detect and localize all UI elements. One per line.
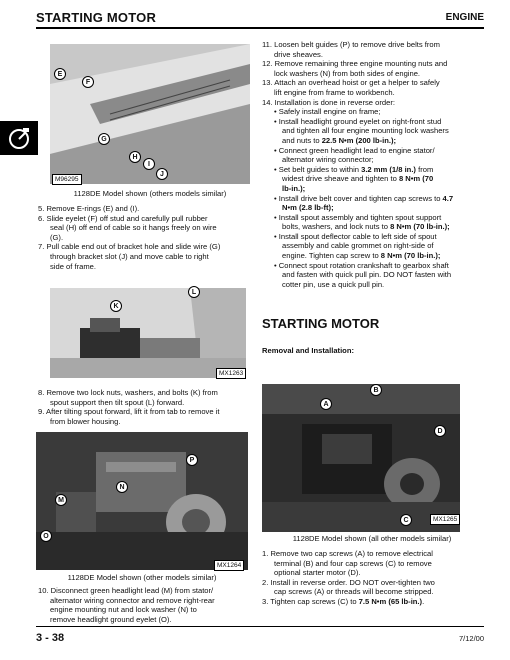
section-tab — [0, 121, 38, 155]
engine-icon — [6, 125, 32, 151]
step-line — [262, 251, 490, 261]
step-line: 9. After tilting spout forward, lift it from tab to remove it — [38, 407, 220, 417]
step-line: 10. Disconnect green headlight lead (M) from stator/ — [38, 586, 214, 595]
callout-e: E — [54, 68, 66, 80]
engine-mount-photo — [36, 432, 248, 570]
step-line: lift engine from frame to workbench. — [274, 87, 395, 97]
starter-motor-photo — [262, 384, 460, 532]
step-line: lock washers (N) from both sides of engine. — [274, 68, 421, 78]
step-line: through bracket slot (J) and move cable to right — [50, 251, 209, 261]
step-line: • Install spout assembly and tighten spout support — [274, 212, 442, 222]
page-number: 3 - 38 — [36, 632, 65, 644]
step-line: from blower housing. — [50, 416, 121, 426]
text-run: • Set belt guides to within — [274, 164, 362, 174]
step-line: cap screws (A) or threads will become stripped. — [274, 587, 434, 597]
text-run: 3. Tighten cap screws (C) to — [262, 596, 359, 606]
callout-a: A — [320, 398, 332, 410]
callout-j: J — [156, 168, 168, 180]
callout-i: I — [143, 158, 155, 170]
step-line: assembly and cable grommet on right-side of — [282, 241, 434, 251]
step-10 — [38, 586, 260, 624]
step-line: 12. Remove remaining three engine mounting nuts and — [262, 59, 448, 69]
torque-value: 8 N•m (70 lb-in.); — [390, 222, 450, 232]
step-line: • Connect green headlight lead to engine stator/ — [274, 145, 435, 155]
step-line — [262, 136, 490, 146]
step-line — [262, 194, 490, 204]
callout-b: B — [370, 384, 382, 396]
step-line: lb-in.); — [282, 183, 306, 193]
revision-date: 7/12/00 — [458, 634, 484, 643]
step-line: 11. Loosen belt guides (P) to remove drive belts from — [262, 40, 440, 49]
torque-value: 8 N•m (70 — [398, 174, 434, 184]
text-run: bolts, washers, and lock nuts to — [282, 222, 391, 232]
step-line: N•m (2.8 lb-ft); — [282, 203, 334, 213]
step-line: 7. Pull cable end out of bracket hole and slide wire (G) — [38, 242, 221, 252]
step-line: • Install headlight ground eyelet on right-front stud — [274, 116, 442, 126]
step-line: and fasten with quick pull pin. DO NOT fasten with — [282, 270, 452, 280]
page-title: STARTING MOTOR — [36, 10, 157, 25]
figure-caption: 1128DE Model shown (others models similar) — [73, 189, 227, 198]
step-line: 8. Remove two lock nuts, washers, and bolts (K) from — [38, 388, 218, 397]
step-line: 13. Attach an overhead hoist or get a helper to safely — [262, 78, 440, 88]
callout-d: D — [434, 425, 446, 437]
text-run: • Install drive belt cover and tighten cap screws to — [274, 193, 443, 203]
steps-removal — [262, 549, 490, 607]
step-line: • Connect spout rotation crankshaft to gearbox shaft — [274, 260, 449, 270]
step-line: 14. Installation is done in reverse order: — [262, 97, 395, 107]
figure-starter-motor — [262, 384, 460, 532]
section-heading: STARTING MOTOR — [262, 316, 380, 331]
step-line: (G). — [50, 232, 64, 242]
callout-n: N — [116, 481, 128, 493]
callout-k: K — [110, 300, 122, 312]
torque-value: 22.5 N•m (200 lb-in.); — [321, 135, 397, 145]
footer-rule — [36, 626, 484, 627]
text-run: and nuts to — [282, 135, 322, 145]
step-line: alternator wiring connector and remove right-rear — [50, 595, 215, 605]
step-line — [262, 174, 490, 184]
step-line — [262, 165, 490, 175]
figure-spout — [50, 288, 246, 378]
figure-caption: 1128DE Model shown (other models similar) — [67, 573, 217, 582]
figure-tag: MX1265 — [430, 514, 460, 525]
callout-f: F — [82, 76, 94, 88]
figure-caption: 1128DE Model shown (all other models similar) — [292, 534, 452, 543]
step-line: • Safely install engine on frame; — [274, 107, 381, 117]
torque-value: 7.5 N•m (65 lb-in.) — [358, 596, 423, 606]
step-line: optional starter motor (D). — [274, 568, 361, 578]
figure-tag: MX1264 — [214, 560, 244, 571]
steps-5-7 — [38, 204, 260, 271]
header-rule — [36, 27, 484, 29]
callout-c: C — [400, 514, 412, 526]
step-line: drive sheaves. — [274, 49, 323, 59]
step-line: spout support then tilt spout (L) forward. — [50, 397, 185, 407]
torque-value: 8 N•m (70 lb-in.); — [380, 251, 441, 261]
step-line: 1. Remove two cap screws (A) to remove electrical — [262, 549, 433, 558]
subsection-heading: Removal and Installation: — [262, 346, 354, 355]
step-line — [262, 222, 490, 232]
step-line — [262, 597, 490, 607]
section-label: ENGINE — [445, 12, 484, 23]
measurement-value: 3.2 mm (1/8 in.) — [361, 164, 416, 174]
figure-tag: M96295 — [52, 174, 82, 185]
callout-h: H — [129, 151, 141, 163]
callout-p: P — [186, 454, 198, 466]
figure-tag: MX1263 — [216, 368, 246, 379]
step-line: 2. Install in reverse order. DO NOT over-tighten two — [262, 577, 435, 587]
steps-11-14 — [262, 40, 490, 289]
step-line: seal (H) off end of cable so it hangs freely on wire — [50, 223, 217, 233]
text-run: engine. Tighten cap screw to — [282, 251, 381, 261]
spout-photo — [50, 288, 246, 378]
step-line: 5. Remove E-rings (E) and (I). — [38, 204, 140, 213]
steps-8-9 — [38, 388, 260, 426]
callout-l: L — [188, 286, 200, 298]
step-line: engine mounting nut and lock washer (N) to — [50, 605, 197, 615]
step-line: • Install spout deflector cable to left side of spout — [274, 231, 437, 241]
callout-g: G — [98, 133, 110, 145]
step-line: side of frame. — [50, 261, 97, 271]
step-line: 6. Slide eyelet (F) off stud and carefully pull rubber — [38, 213, 208, 223]
callout-m: M — [55, 494, 67, 506]
step-line: terminal (B) and four cap screws (C) to remove — [274, 558, 432, 568]
text-run: . — [422, 596, 425, 606]
text-run: from — [415, 164, 434, 174]
step-line: remove headlight ground eyelet (O). — [50, 614, 172, 624]
callout-o: O — [40, 530, 52, 542]
step-line: and tighten all four engine mounting lock washers — [282, 126, 449, 136]
step-line: alternator wiring connector; — [282, 155, 374, 165]
step-line: cotter pin, use a quick pull pin. — [282, 279, 385, 289]
torque-value: 4.7 — [442, 193, 454, 203]
figure-engine-mount — [36, 432, 248, 570]
text-run: widest drive sheave and tighten to — [282, 174, 399, 184]
